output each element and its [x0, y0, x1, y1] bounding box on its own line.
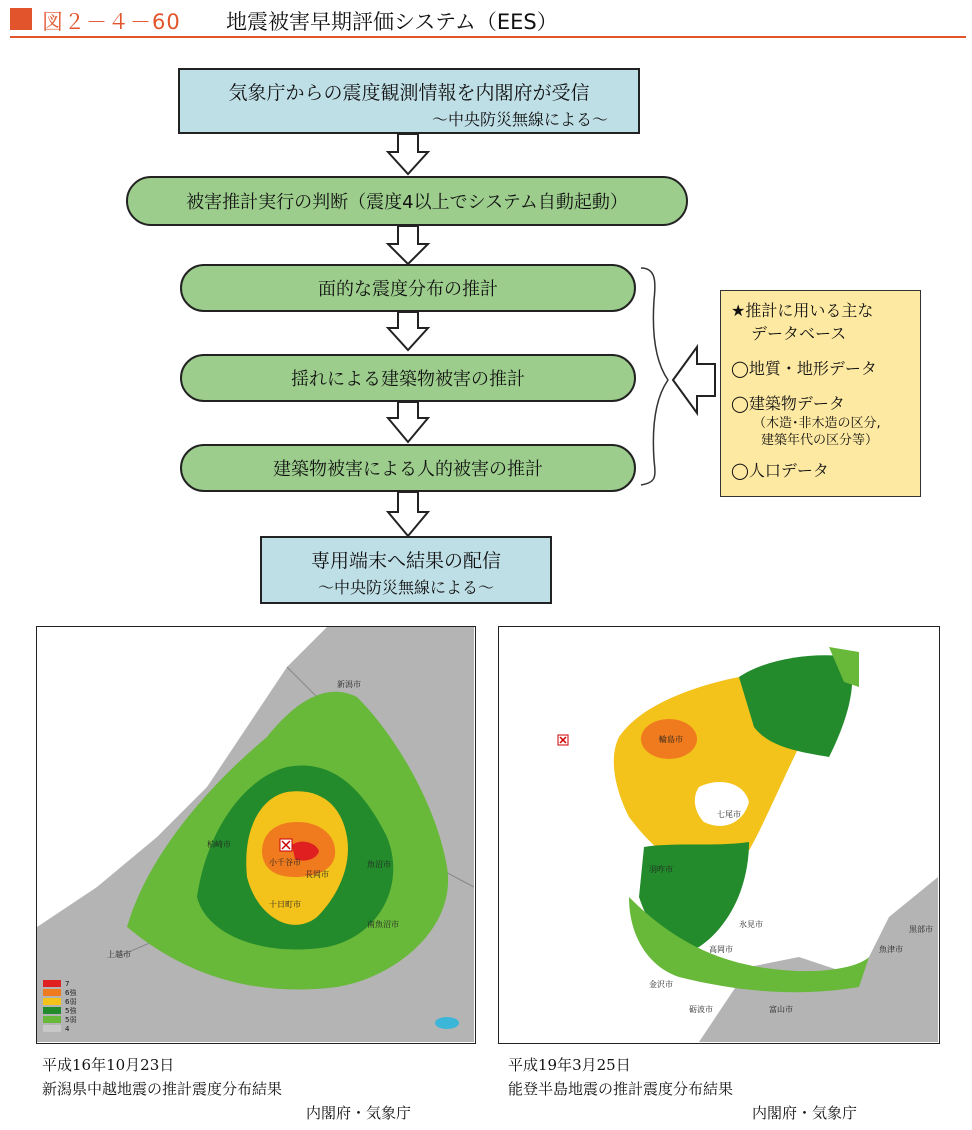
- down-arrow-1: [388, 134, 428, 174]
- legend-item: 4: [43, 1024, 76, 1033]
- down-arrow-2: [388, 226, 428, 264]
- legend-item: 5強: [43, 1006, 76, 1015]
- db-title-2: データベース: [751, 324, 847, 343]
- map-label: 十日町市: [269, 900, 301, 909]
- db-title-1: ★推計に用いる主な: [731, 301, 874, 320]
- left-caption-title: 新潟県中越地震の推計震度分布結果: [42, 1080, 283, 1098]
- map-label: 羽咋市: [649, 865, 673, 874]
- db-item-building: ◯建築物データ: [731, 394, 845, 413]
- casualty-step-box: [180, 444, 636, 492]
- map-label: 魚沼市: [367, 860, 391, 869]
- map-label: 金沢市: [649, 980, 673, 989]
- noto-map-graphic: [499, 627, 938, 1042]
- intensity-step-text: 面的な震度分布の推計: [318, 279, 498, 300]
- db-item-building-note-2: 建築年代の区分等）: [761, 433, 879, 448]
- map-label: 魚津市: [879, 945, 903, 954]
- left-caption-date: 平成16年10月23日: [42, 1056, 175, 1074]
- down-arrow-4: [388, 402, 428, 442]
- deliver-main-text: 専用端末へ結果の配信: [310, 550, 501, 572]
- db-item-geology: ◯地質・地形データ: [731, 359, 877, 378]
- map-label: 柏崎市: [207, 840, 231, 849]
- legend-item: 6強: [43, 988, 76, 997]
- map-label: 砺波市: [689, 1005, 713, 1014]
- lake: [435, 1017, 459, 1029]
- database-note: [720, 290, 921, 497]
- receive-main-text: 気象庁からの震度観測情報を内閣府が受信: [228, 82, 590, 104]
- curly-brace: [641, 268, 668, 485]
- legend-item: 7: [43, 979, 76, 988]
- map-label: 氷見市: [739, 920, 763, 929]
- map-label: 富山市: [769, 1005, 793, 1014]
- left-arrow: [673, 347, 715, 413]
- map-label: 南魚沼市: [367, 920, 399, 929]
- intensity-legend: [43, 979, 76, 1033]
- noto-intensity-map: [498, 626, 940, 1044]
- map-label: 七尾市: [717, 810, 741, 819]
- receive-box: [178, 68, 640, 134]
- deliver-box: [260, 536, 552, 604]
- judge-box: [126, 176, 688, 226]
- casualty-step-text: 建築物被害による人的被害の推計: [273, 459, 543, 480]
- right-caption-source: 内閣府・気象庁: [752, 1104, 858, 1122]
- down-arrow-5: [388, 492, 428, 536]
- legend-item: 5弱: [43, 1015, 76, 1024]
- receive-sub-text: ～中央防災無線による～: [431, 110, 608, 129]
- niigata-map-graphic: [37, 627, 474, 1042]
- left-caption-source: 内閣府・気象庁: [306, 1104, 412, 1122]
- map-label: 黒部市: [909, 925, 933, 934]
- judge-text: 被害推計実行の判断（震度4以上でシステム自動起動）: [186, 192, 628, 213]
- legend-item: 6弱: [43, 997, 76, 1006]
- map-label: 輪島市: [659, 735, 683, 744]
- building-step-text: 揺れによる建築物被害の推計: [291, 369, 525, 390]
- deliver-sub-text: ～中央防災無線による～: [317, 578, 494, 597]
- map-label: 高岡市: [709, 945, 733, 954]
- down-arrow-3: [388, 312, 428, 350]
- figure-title: 地震被害早期評価システム（EES）: [226, 10, 558, 34]
- db-item-building-note-1: （木造･非木造の区分,: [753, 416, 881, 431]
- db-item-population: ◯人口データ: [731, 461, 829, 480]
- map-label: 新潟市: [337, 680, 361, 689]
- right-caption-title: 能登半島地震の推計震度分布結果: [508, 1080, 734, 1098]
- epicenter-marker: [558, 735, 568, 745]
- right-caption-date: 平成19年3月25日: [508, 1056, 631, 1074]
- niigata-intensity-map: [36, 626, 476, 1044]
- map-label: 上越市: [107, 950, 131, 959]
- map-label: 小千谷市: [269, 858, 301, 867]
- epicenter-marker: [280, 839, 292, 851]
- intensity-step-box: [180, 264, 636, 312]
- building-step-box: [180, 354, 636, 402]
- map-label: 長岡市: [305, 870, 329, 879]
- figure-number: 図２－４－60: [42, 10, 181, 34]
